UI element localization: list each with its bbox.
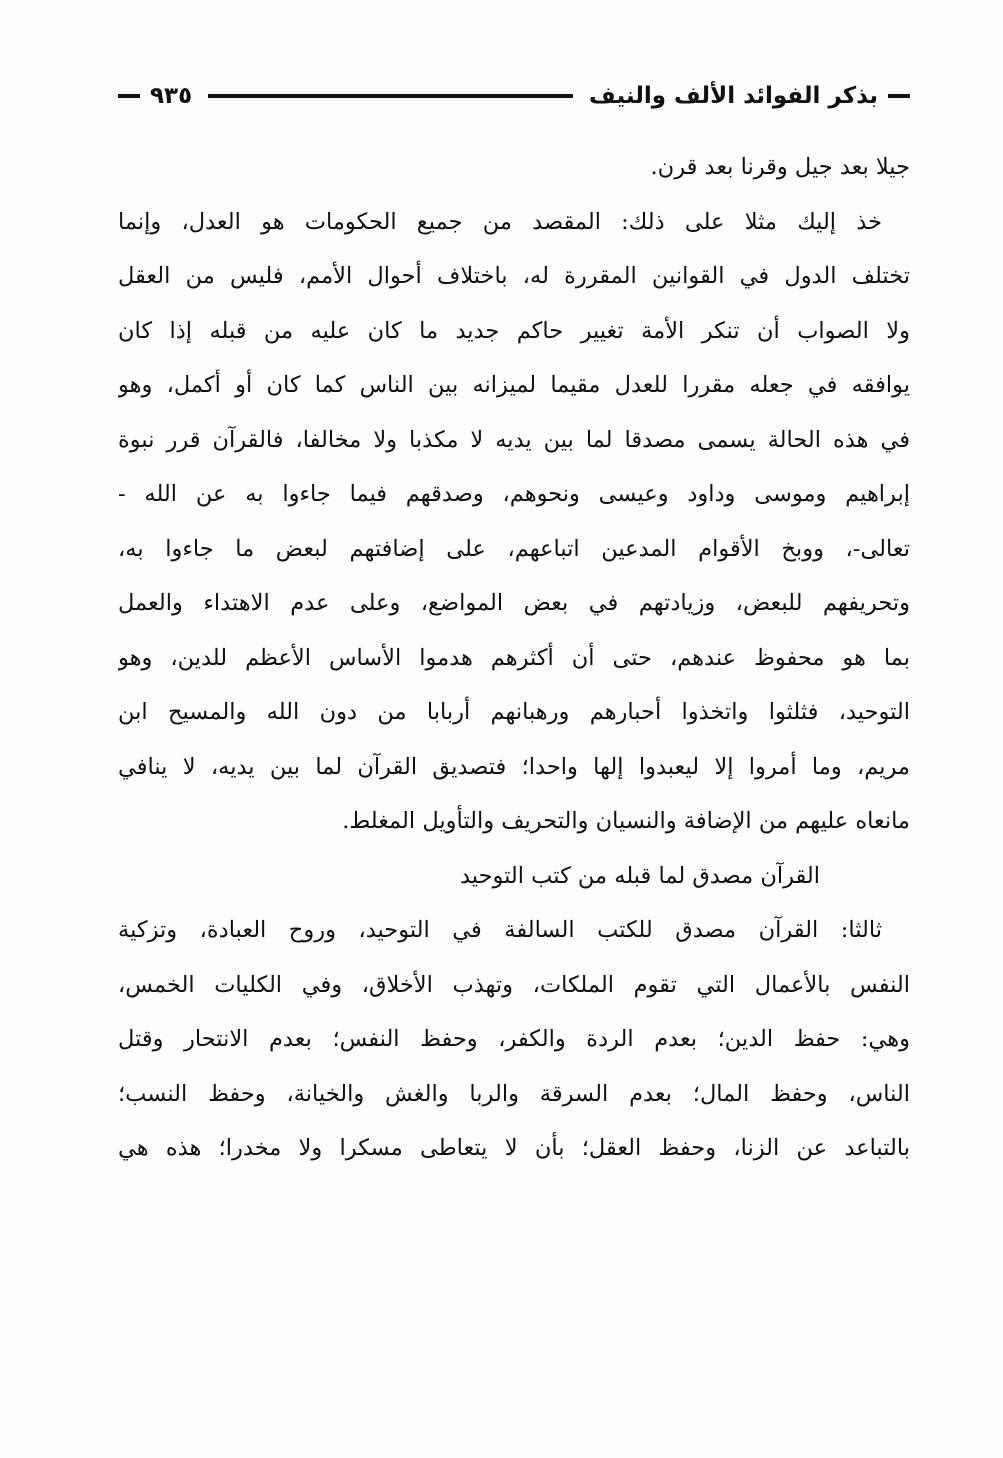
text-line: إبراهيم وموسى وداود وعيسى ونحوهم، وصدقهم فيما جاءوا به عن الله - bbox=[118, 481, 910, 507]
text-line: خذ إليك مثلا على ذلك: المقصد من جميع الحكومات هو العدل، وإنما bbox=[118, 208, 882, 235]
running-header bbox=[118, 78, 910, 114]
text-line: مريم، وما أمروا إلا ليعبدوا إلها واحدا؛ فتصديق القرآن لما بين يديه، لا ينافي bbox=[118, 753, 910, 780]
header-title: بذكر الفوائد الألف والنيف bbox=[589, 83, 878, 109]
text-line: ولا الصواب أن تنكر الأمة تغيير حاكم جديد ما كان عليه من قبله إذا كان bbox=[118, 317, 910, 344]
text-line: يوافقه في جعله مقررا للعدل مقيما لميزانه بين الناس كما كان أو أكمل، وهو bbox=[118, 372, 910, 398]
text-line: بالتباعد عن الزنا، وحفظ العقل؛ بأن لا يتعاطى مسكرا ولا مخدرا؛ هذه هي bbox=[118, 1135, 910, 1161]
page-number: ٩٣٥ bbox=[150, 83, 193, 109]
header-rule bbox=[208, 94, 573, 98]
text-line: وهي: حفظ الدين؛ بعدم الردة والكفر، وحفظ النفس؛ بعدم الانتحار وقتل bbox=[118, 1026, 910, 1052]
text-line: مانعاه عليهم من الإضافة والنسيان والتحريف والتأويل المغلط. bbox=[342, 808, 910, 834]
text-line: في هذه الحالة يسمى مصدقا لما بين يديه لا مكذبا ولا مخالفا، فالقرآن قرر نبوة bbox=[118, 426, 910, 453]
text-line: وتحريفهم للبعض، وزيادتهم في بعض المواضع، وعلى عدم الاهتداء والعمل bbox=[118, 590, 910, 616]
body-text bbox=[118, 140, 910, 1176]
text-line: النفس بالأعمال التي تقوم الملكات، وتهذب الأخلاق، وفي الكليات الخمس، bbox=[118, 971, 910, 998]
text-line: بما هو محفوظ عندهم، حتى أن أكثرهم هدموا الأساس الأعظم للدين، وهو bbox=[118, 644, 910, 671]
text-line: تعالى-، ووبخ الأقوام المدعين اتباعهم، على إضافتهم لبعض ما جاءوا به، bbox=[118, 535, 910, 562]
section-subheading: القرآن مصدق لما قبله من كتب التوحيد bbox=[460, 862, 820, 889]
text-line: التوحيد، فثلثوا واتخذوا أحبارهم ورهبانهم أربابا من دون الله والمسيح ابن bbox=[118, 699, 910, 725]
text-line: ثالثا: القرآن مصدق للكتب السالفة في التوحيد، وروح العبادة، وتزكية bbox=[118, 917, 882, 943]
text-line: الناس، وحفظ المال؛ بعدم السرقة والربا والغش والخيانة، وحفظ النسب؛ bbox=[118, 1080, 910, 1107]
header-dash-left bbox=[118, 94, 140, 98]
text-line: تختلف الدول في القوانين المقررة له، باختلاف أحوال الأمم، فليس من العقل bbox=[118, 263, 910, 289]
text-line: جيلا بعد جيل وقرنا بعد قرن. bbox=[650, 154, 910, 180]
header-dash-right bbox=[888, 94, 910, 98]
